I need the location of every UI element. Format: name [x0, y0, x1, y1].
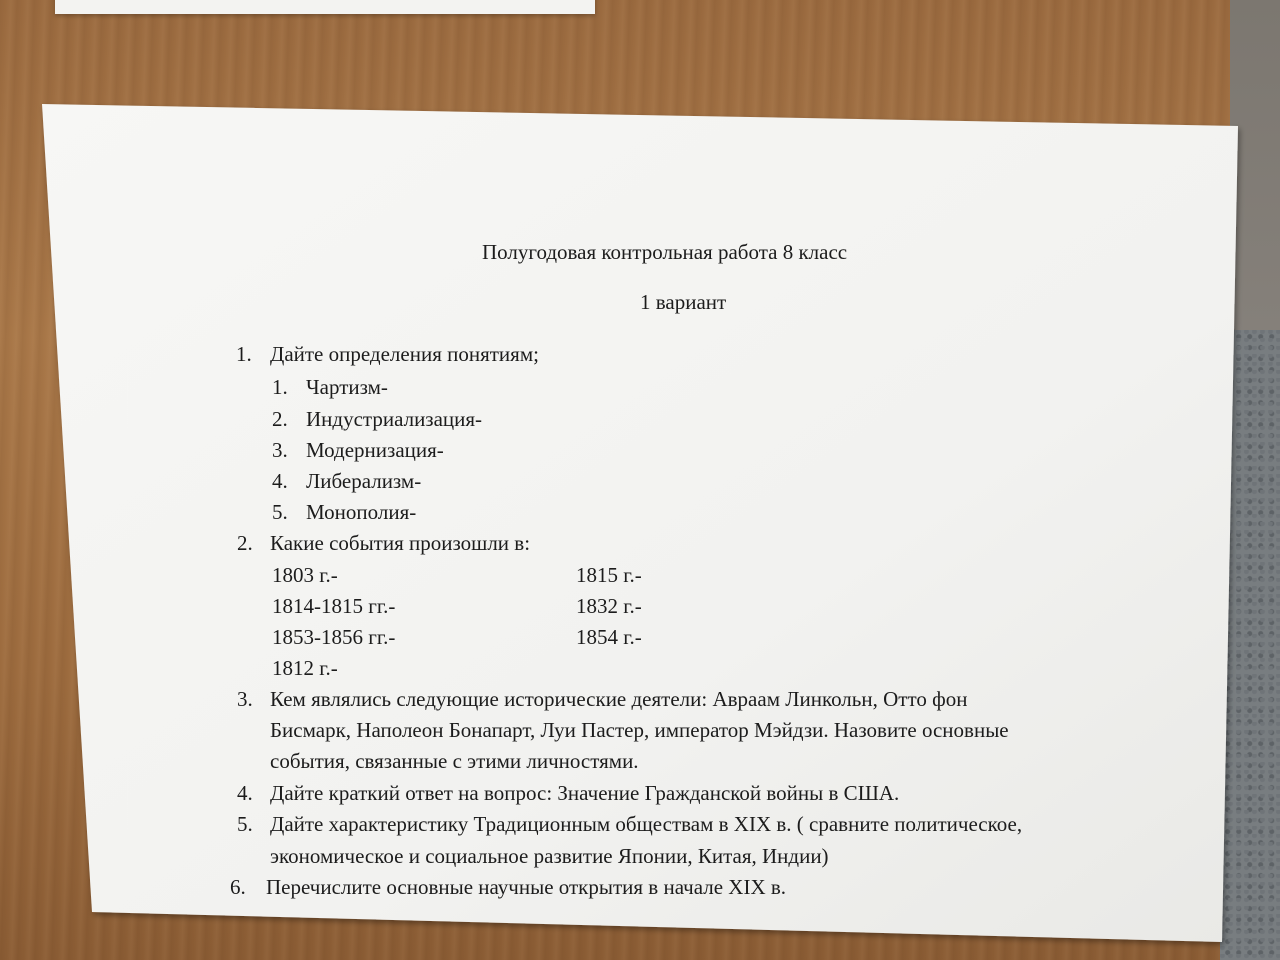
q1-number: 1.	[236, 342, 252, 366]
q1-item-3-text: Модернизация-	[306, 438, 444, 462]
q4-number: 4.	[237, 781, 253, 805]
q1-item-5-number: 5.	[272, 500, 288, 524]
q4-text: Дайте краткий ответ на вопрос: Значение Гражданской войны в США.	[270, 781, 900, 805]
q5-line-2: экономическое и социальное развитие Японии, Китая, Индии)	[270, 844, 829, 868]
q1-item-4-text: Либерализм-	[306, 469, 422, 493]
document-title: Полугодовая контрольная работа 8 класс	[482, 240, 848, 264]
q2-date-right-2: 1832 г.-	[576, 594, 642, 618]
q2-date-right-3: 1854 г.-	[576, 625, 642, 649]
q1-item-3-number: 3.	[272, 438, 288, 462]
q2-date-left-4: 1812 г.-	[272, 656, 338, 680]
q1-text: Дайте определения понятиям;	[270, 342, 539, 366]
q3-line-3: события, связанные с этими личностями.	[270, 749, 639, 773]
q2-date-left-2: 1814-1815 гг.-	[272, 594, 396, 618]
q1-item-2-text: Индустриализация-	[306, 407, 483, 431]
q6-number: 6.	[230, 875, 246, 899]
q2-date-right-1: 1815 г.-	[576, 563, 642, 587]
q1-item-2-number: 2.	[272, 407, 288, 431]
q2-number: 2.	[237, 531, 253, 555]
q3-line-1: Кем являлись следующие исторические деятели: Авраам Линкольн, Отто фон	[270, 687, 968, 711]
q2-text: Какие события произошли в:	[270, 531, 531, 555]
q1-item-5-text: Монополия-	[306, 500, 417, 524]
q1-item-4-number: 4.	[272, 469, 288, 493]
q1-item-1-number: 1.	[272, 375, 288, 399]
q5-number: 5.	[237, 812, 253, 836]
document-variant: 1 вариант	[640, 290, 727, 314]
q2-date-left-1: 1803 г.-	[272, 563, 338, 587]
q6-text: Перечислите основные научные открытия в начале XIX в.	[266, 875, 787, 899]
q3-line-2: Бисмарк, Наполеон Бонапарт, Луи Пастер, император Мэйдзи. Назовите основные	[270, 718, 1009, 742]
q2-date-left-3: 1853-1856 гг.-	[272, 625, 396, 649]
q5-line-1: Дайте характеристику Традиционным обществам в XIX в. ( сравните политическое,	[270, 812, 1023, 836]
q1-item-1-text: Чартизм-	[306, 375, 388, 399]
q3-number: 3.	[237, 687, 253, 711]
